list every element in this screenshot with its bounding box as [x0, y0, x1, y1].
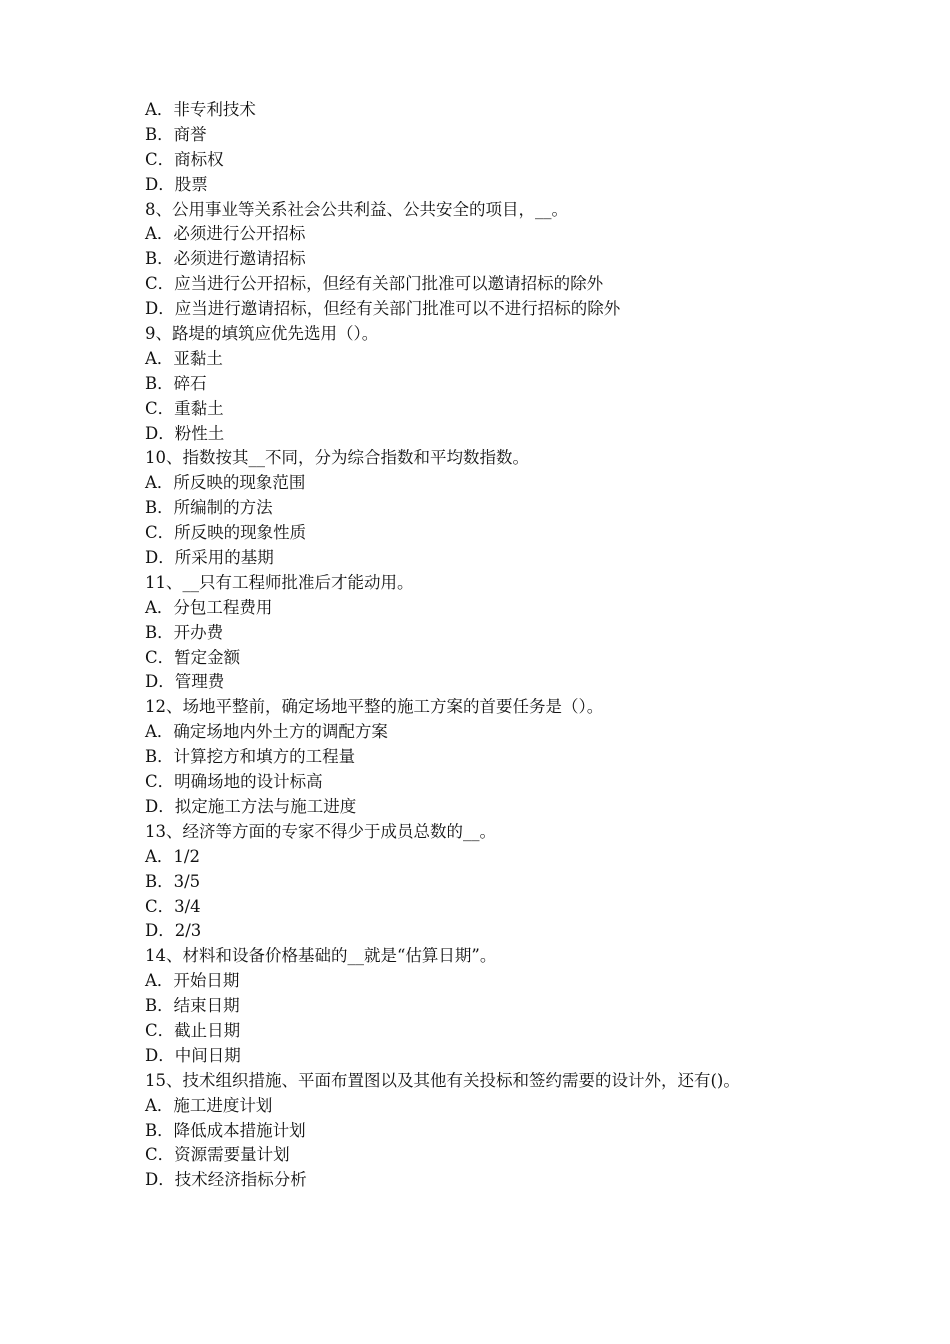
- option-d: D．管理费: [145, 672, 225, 692]
- option-c: C．3/4: [145, 896, 201, 916]
- question-8: 8、公用事业等关系社会公共利益、公共安全的项目，__。: [145, 199, 568, 219]
- question-15: 15、技术组织措施、平面布置图以及其他有关投标和签约需要的设计外，还有()。: [145, 1070, 740, 1090]
- option-b: B．结束日期: [145, 996, 240, 1016]
- option-c: C．截止日期: [145, 1020, 241, 1040]
- option-c: C．资源需要量计划: [145, 1145, 290, 1165]
- question-12: 12、场地平整前，确定场地平整的施工方案的首要任务是（）。: [145, 697, 604, 717]
- question-10: 10、指数按其__不同，分为综合指数和平均数指数。: [145, 448, 529, 468]
- option-b: B．商誉: [145, 124, 207, 144]
- option-d: D．股票: [145, 174, 208, 194]
- option-c: C．应当进行公开招标，但经有关部门批准可以邀请招标的除外: [145, 274, 604, 294]
- option-b: B．必须进行邀请招标: [145, 249, 306, 269]
- option-c: C．所反映的现象性质: [145, 523, 307, 543]
- option-b: B．碎石: [145, 373, 207, 393]
- option-b: B．开办费: [145, 622, 224, 642]
- question-13: 13、经济等方面的专家不得少于成员总数的__。: [145, 821, 496, 841]
- option-a: A．确定场地内外土方的调配方案: [145, 722, 388, 742]
- option-d: D．应当进行邀请招标，但经有关部门批准可以不进行招标的除外: [145, 299, 621, 319]
- question-11: 11、__只有工程师批准后才能动用。: [145, 572, 414, 592]
- option-b: B．降低成本措施计划: [145, 1120, 306, 1140]
- question-9: 9、路堤的填筑应优先选用（）。: [145, 324, 379, 344]
- question-14: 14、材料和设备价格基础的__就是“估算日期”。: [145, 946, 497, 966]
- option-a: A．所反映的现象范围: [145, 473, 306, 493]
- option-c: C．明确场地的设计标高: [145, 772, 323, 792]
- option-b: B．计算挖方和填方的工程量: [145, 747, 356, 767]
- option-a: A．分包工程费用: [145, 597, 273, 617]
- option-d: D．2/3: [145, 921, 202, 941]
- option-c: C．重黏土: [145, 398, 224, 418]
- option-a: A．必须进行公开招标: [145, 224, 306, 244]
- option-c: C．商标权: [145, 149, 224, 169]
- option-d: D．技术经济指标分析: [145, 1170, 307, 1190]
- option-a: A．非专利技术: [145, 100, 256, 119]
- option-d: D．拟定施工方法与施工进度: [145, 796, 357, 816]
- option-a: A．亚黏土: [145, 348, 223, 368]
- option-a: A．开始日期: [145, 971, 240, 991]
- option-c: C．暂定金额: [145, 647, 241, 667]
- question-list: [145, 98, 845, 1193]
- option-d: D．中间日期: [145, 1045, 241, 1065]
- option-a: A．施工进度计划: [145, 1095, 273, 1115]
- option-d: D．所采用的基期: [145, 548, 274, 568]
- option-b: B．所编制的方法: [145, 498, 273, 518]
- option-a: A．1/2: [145, 846, 200, 866]
- option-d: D．粉性土: [145, 423, 225, 443]
- option-b: B．3/5: [145, 871, 201, 891]
